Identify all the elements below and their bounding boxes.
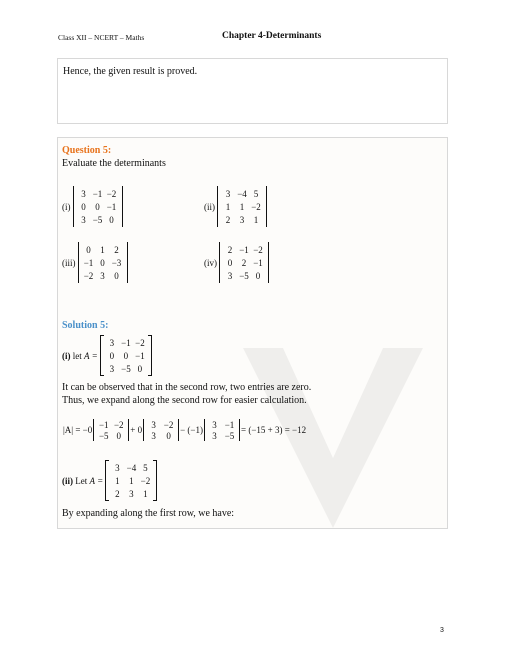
part-label: (i) let A = <box>62 350 98 361</box>
expand-note-line: Thus, we expand along the second row for easier calculation. <box>62 395 307 406</box>
previous-answer-box <box>57 58 448 124</box>
cell: 0 <box>95 201 100 212</box>
cell: 0 <box>109 350 115 361</box>
det-label: (iv) <box>204 257 217 268</box>
det-label: (ii) <box>204 201 215 212</box>
cell: −5 <box>239 270 249 281</box>
cell: −2 <box>113 419 124 430</box>
question-box <box>57 137 448 529</box>
observation-line: It can be observed that in the second row, two entries are zero. <box>62 382 312 393</box>
det-label: (i) <box>62 201 71 212</box>
cell: −1 <box>121 337 131 348</box>
cell: −1 <box>224 419 235 430</box>
cell: 5 <box>143 462 148 473</box>
det-matrix <box>217 186 267 227</box>
cell: −2 <box>253 244 263 255</box>
solution-part-ii <box>62 460 157 501</box>
cell: −1 <box>253 257 263 268</box>
cell: 0 <box>255 270 261 281</box>
cell: 3 <box>81 188 86 199</box>
question-title: Question 5: <box>62 145 112 156</box>
cell: 3 <box>151 430 156 441</box>
cell: −4 <box>126 462 137 473</box>
cell: 3 <box>129 488 134 499</box>
cell: −4 <box>237 188 247 199</box>
cell: 0 <box>100 257 105 268</box>
det-ii <box>204 186 267 227</box>
det-matrix <box>219 242 269 283</box>
cell: 1 <box>225 201 231 212</box>
cell: −2 <box>251 201 261 212</box>
matrix-a <box>105 460 157 501</box>
cell: 2 <box>241 257 247 268</box>
cell: 1 <box>115 475 120 486</box>
det-label: (iii) <box>62 257 76 268</box>
cell: 1 <box>253 214 259 225</box>
cell: 3 <box>212 430 217 441</box>
det-iii <box>62 242 128 283</box>
cell: 0 <box>86 244 91 255</box>
det-matrix <box>78 242 128 283</box>
minor-1 <box>93 419 129 441</box>
det-i <box>62 186 123 227</box>
question-prompt: Evaluate the determinants <box>62 158 166 169</box>
cell: −2 <box>163 419 174 430</box>
cell: 1 <box>143 488 148 499</box>
expansion-equation <box>62 419 307 441</box>
cell: −2 <box>106 188 117 199</box>
cell: 3 <box>109 363 115 374</box>
cell: −1 <box>98 419 109 430</box>
cell: −1 <box>92 188 103 199</box>
det-matrix <box>73 186 123 227</box>
cell: 2 <box>114 244 119 255</box>
solution-title: Solution 5: <box>62 320 109 331</box>
cell: −2 <box>83 270 94 281</box>
expansion-lhs: |A| = −0 <box>63 425 93 435</box>
cell: 3 <box>239 214 245 225</box>
cell: 3 <box>100 270 105 281</box>
matrix-a <box>100 335 152 376</box>
cell: 3 <box>109 337 115 348</box>
cell: −1 <box>83 257 94 268</box>
cell: −5 <box>224 430 235 441</box>
cell: −2 <box>140 475 151 486</box>
header-chapter: Chapter 4-Determinants <box>222 31 322 41</box>
cell: 3 <box>225 188 231 199</box>
expansion-op-3: − (−1) <box>180 425 203 435</box>
cell: 3 <box>115 462 120 473</box>
cell: 0 <box>114 270 119 281</box>
cell: −5 <box>98 430 109 441</box>
cell: 0 <box>137 363 143 374</box>
minor-3 <box>204 419 240 441</box>
cell: 5 <box>253 188 259 199</box>
cell: 1 <box>129 475 134 486</box>
minor-2 <box>143 419 179 441</box>
cell: −2 <box>135 337 145 348</box>
cell: −3 <box>111 257 122 268</box>
cell: 0 <box>166 430 171 441</box>
cell: 2 <box>225 214 231 225</box>
det-iv <box>204 242 269 283</box>
cell: 3 <box>151 419 156 430</box>
cell: −5 <box>92 214 103 225</box>
cell: −5 <box>121 363 131 374</box>
cell: 1 <box>239 201 245 212</box>
cell: 0 <box>116 430 122 441</box>
solution-part-i <box>62 335 152 376</box>
cell: 2 <box>227 244 233 255</box>
page-number: 3 <box>440 627 444 634</box>
cell: 0 <box>81 201 86 212</box>
header-class: Class XII – NCERT – Maths <box>58 33 145 42</box>
cell: 0 <box>227 257 233 268</box>
cell: −1 <box>239 244 249 255</box>
cell: 0 <box>123 350 129 361</box>
cell: 3 <box>227 270 233 281</box>
expansion-op-2: + 0 <box>130 425 143 435</box>
cell: 1 <box>100 244 105 255</box>
part-label: (ii) Let A = <box>62 475 104 486</box>
cell: −1 <box>135 350 145 361</box>
proved-text: Hence, the given result is proved. <box>63 66 198 77</box>
cell: 3 <box>212 419 217 430</box>
expand-first-row-line: By expanding along the first row, we have: <box>62 508 235 519</box>
cell: 3 <box>81 214 86 225</box>
expansion-result: = (−15 + 3) = −12 <box>241 425 307 435</box>
cell: 2 <box>115 488 120 499</box>
cell: −1 <box>106 201 117 212</box>
cell: 0 <box>109 214 114 225</box>
